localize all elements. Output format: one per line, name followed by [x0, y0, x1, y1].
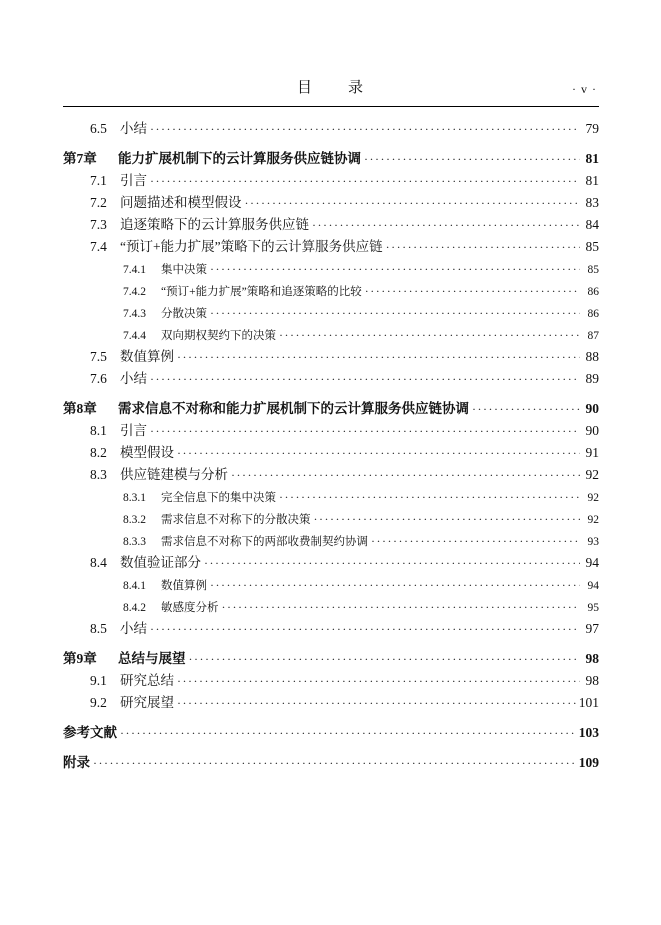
toc-entry [63, 530, 599, 552]
dot-leader [312, 214, 580, 236]
toc-entry-title: 总结与展望 [118, 651, 186, 666]
toc-entry-title: 研究总结 [120, 673, 174, 688]
toc-entry-page: 88 [585, 349, 599, 364]
toc-entry-page: 97 [585, 621, 599, 636]
dot-leader [371, 530, 580, 553]
toc-entry-number: 8.3.2 [123, 514, 146, 526]
toc-entry [63, 236, 599, 258]
toc-entry-page: 85 [587, 264, 599, 276]
toc-entry [63, 722, 599, 744]
toc-entry [63, 368, 599, 390]
toc-entry-page: 103 [578, 725, 599, 740]
toc-entry-title: 附录 [63, 755, 90, 770]
toc-entry-number: 7.5 [90, 349, 107, 364]
dot-leader [386, 236, 580, 258]
dot-leader [177, 692, 576, 714]
toc-entry [63, 398, 599, 420]
toc-entry-number: 6.5 [90, 121, 107, 136]
toc-entry-title: 数值验证部分 [120, 555, 201, 570]
dot-leader [150, 618, 580, 640]
toc [63, 107, 599, 774]
toc-entry-title: 完全信息下的集中决策 [161, 492, 276, 504]
toc-entry [63, 596, 599, 618]
toc-entry-number: 8.4.1 [123, 580, 146, 592]
dot-leader [279, 486, 580, 509]
dot-leader [279, 324, 580, 347]
toc-entry-title: 供应链建模与分析 [120, 467, 228, 482]
toc-entry-page: 90 [585, 401, 599, 416]
toc-entry-page: 85 [585, 239, 599, 254]
toc-entry-number: 8.3.1 [123, 492, 146, 504]
toc-entry-title: 小结 [120, 371, 147, 386]
toc-entry-number: 8.2 [90, 445, 107, 460]
toc-entry-page: 94 [587, 580, 599, 592]
toc-entry [63, 346, 599, 368]
toc-entry-number: 7.4.2 [123, 286, 146, 298]
toc-entry-page: 87 [587, 330, 599, 342]
dot-leader [231, 464, 580, 486]
toc-entry-page: 95 [587, 602, 599, 614]
toc-entry-title: 需求信息不对称下的两部收费制契约协调 [161, 536, 368, 548]
toc-entry [63, 118, 599, 140]
toc-entry-page: 81 [585, 173, 599, 188]
dot-leader [245, 192, 581, 214]
toc-entry-page: 83 [585, 195, 599, 210]
toc-entry-number: 9.2 [90, 695, 107, 710]
dot-leader [93, 752, 576, 774]
toc-entry [63, 258, 599, 280]
dot-leader [150, 118, 580, 140]
toc-entry-title: 引言 [120, 173, 147, 188]
toc-entry-number: 8.4 [90, 555, 107, 570]
toc-entry-number: 7.2 [90, 195, 107, 210]
toc-entry-title: 数值算例 [120, 349, 174, 364]
toc-entry-title: 参考文献 [63, 725, 117, 740]
toc-entry-title: 引言 [120, 423, 147, 438]
dot-leader [177, 346, 580, 368]
toc-entry [63, 574, 599, 596]
dot-leader [222, 596, 581, 619]
dot-leader [204, 552, 580, 574]
toc-entry-number: 7.1 [90, 173, 107, 188]
toc-entry-title: 能力扩展机制下的云计算服务供应链协调 [118, 151, 361, 166]
dot-leader [150, 170, 580, 192]
page-title: 目 录 [296, 80, 365, 96]
toc-entry-number: 7.4.1 [123, 264, 146, 276]
toc-entry [63, 618, 599, 640]
toc-entry [63, 192, 599, 214]
toc-entry-title: 敏感度分析 [161, 602, 219, 614]
toc-entry-title: 需求信息不对称和能力扩展机制下的云计算服务供应链协调 [118, 401, 469, 416]
toc-entry-number: 7.4.3 [123, 308, 146, 320]
toc-entry-number: 8.3.3 [123, 536, 146, 548]
toc-entry-number: 第9章 [63, 651, 97, 666]
toc-entry-title: 需求信息不对称下的分散决策 [161, 514, 311, 526]
toc-entry-page: 91 [585, 445, 599, 460]
toc-entry-title: 模型假设 [120, 445, 174, 460]
toc-entry-page: 92 [585, 467, 599, 482]
toc-entry-number: 7.4.4 [123, 330, 146, 342]
toc-entry-number: 7.3 [90, 217, 107, 232]
dot-leader [210, 574, 580, 597]
toc-entry-title: 研究展望 [120, 695, 174, 710]
toc-entry-number: 9.1 [90, 673, 107, 688]
toc-entry-number: 8.4.2 [123, 602, 146, 614]
toc-entry [63, 324, 599, 346]
toc-entry-page: 86 [587, 286, 599, 298]
toc-entry-page: 109 [578, 755, 599, 770]
toc-entry-page: 92 [587, 514, 599, 526]
toc-entry [63, 692, 599, 714]
toc-entry-title: 集中决策 [161, 264, 207, 276]
toc-entry [63, 752, 599, 774]
toc-entry-title: “预订+能力扩展”策略和追逐策略的比较 [161, 286, 362, 298]
toc-entry [63, 464, 599, 486]
toc-entry-title: 问题描述和模型假设 [120, 195, 242, 210]
dot-leader [365, 280, 580, 303]
dot-leader [210, 258, 580, 281]
dot-leader [150, 420, 580, 442]
dot-leader [120, 722, 576, 744]
dot-leader [189, 648, 581, 670]
toc-entry-page: 81 [585, 151, 599, 166]
toc-entry-title: 追逐策略下的云计算服务供应链 [120, 217, 309, 232]
page-header [63, 76, 599, 107]
toc-entry [63, 302, 599, 324]
toc-entry-page: 98 [585, 651, 599, 666]
toc-entry [63, 442, 599, 464]
toc-entry-page: 94 [585, 555, 599, 570]
toc-entry [63, 648, 599, 670]
toc-entry-page: 101 [578, 695, 599, 710]
toc-entry-title: 分散决策 [161, 308, 207, 320]
toc-entry-title: 双向期权契约下的决策 [161, 330, 276, 342]
toc-entry-page: 79 [585, 121, 599, 136]
toc-entry-page: 98 [585, 673, 599, 688]
toc-entry-page: 89 [585, 371, 599, 386]
toc-entry-number: 8.3 [90, 467, 107, 482]
dot-leader [210, 302, 580, 325]
toc-entry-page: 86 [587, 308, 599, 320]
toc-entry [63, 508, 599, 530]
toc-entry-number: 7.6 [90, 371, 107, 386]
toc-entry [63, 148, 599, 170]
dot-leader [177, 670, 580, 692]
dot-leader [177, 442, 580, 464]
toc-entry [63, 280, 599, 302]
toc-entry-number: 7.4 [90, 239, 107, 254]
toc-entry-page: 93 [587, 536, 599, 548]
dot-leader [472, 398, 580, 420]
toc-entry-page: 84 [585, 217, 599, 232]
dot-leader [364, 148, 580, 170]
dot-leader [314, 508, 581, 531]
toc-entry-title: “预订+能力扩展”策略下的云计算服务供应链 [120, 239, 383, 254]
toc-entry [63, 214, 599, 236]
toc-entry [63, 420, 599, 442]
toc-entry [63, 486, 599, 508]
toc-entry [63, 170, 599, 192]
toc-entry [63, 670, 599, 692]
toc-entry-page: 92 [587, 492, 599, 504]
toc-entry-number: 8.5 [90, 621, 107, 636]
toc-entry-title: 小结 [120, 121, 147, 136]
toc-entry-number: 8.1 [90, 423, 107, 438]
toc-entry-title: 小结 [120, 621, 147, 636]
toc-entry-number: 第7章 [63, 151, 97, 166]
toc-entry-title: 数值算例 [161, 580, 207, 592]
toc-entry-page: 90 [585, 423, 599, 438]
toc-entry [63, 552, 599, 574]
page-number-marker: · v · [572, 82, 597, 96]
toc-entry-number: 第8章 [63, 401, 97, 416]
dot-leader [150, 368, 580, 390]
